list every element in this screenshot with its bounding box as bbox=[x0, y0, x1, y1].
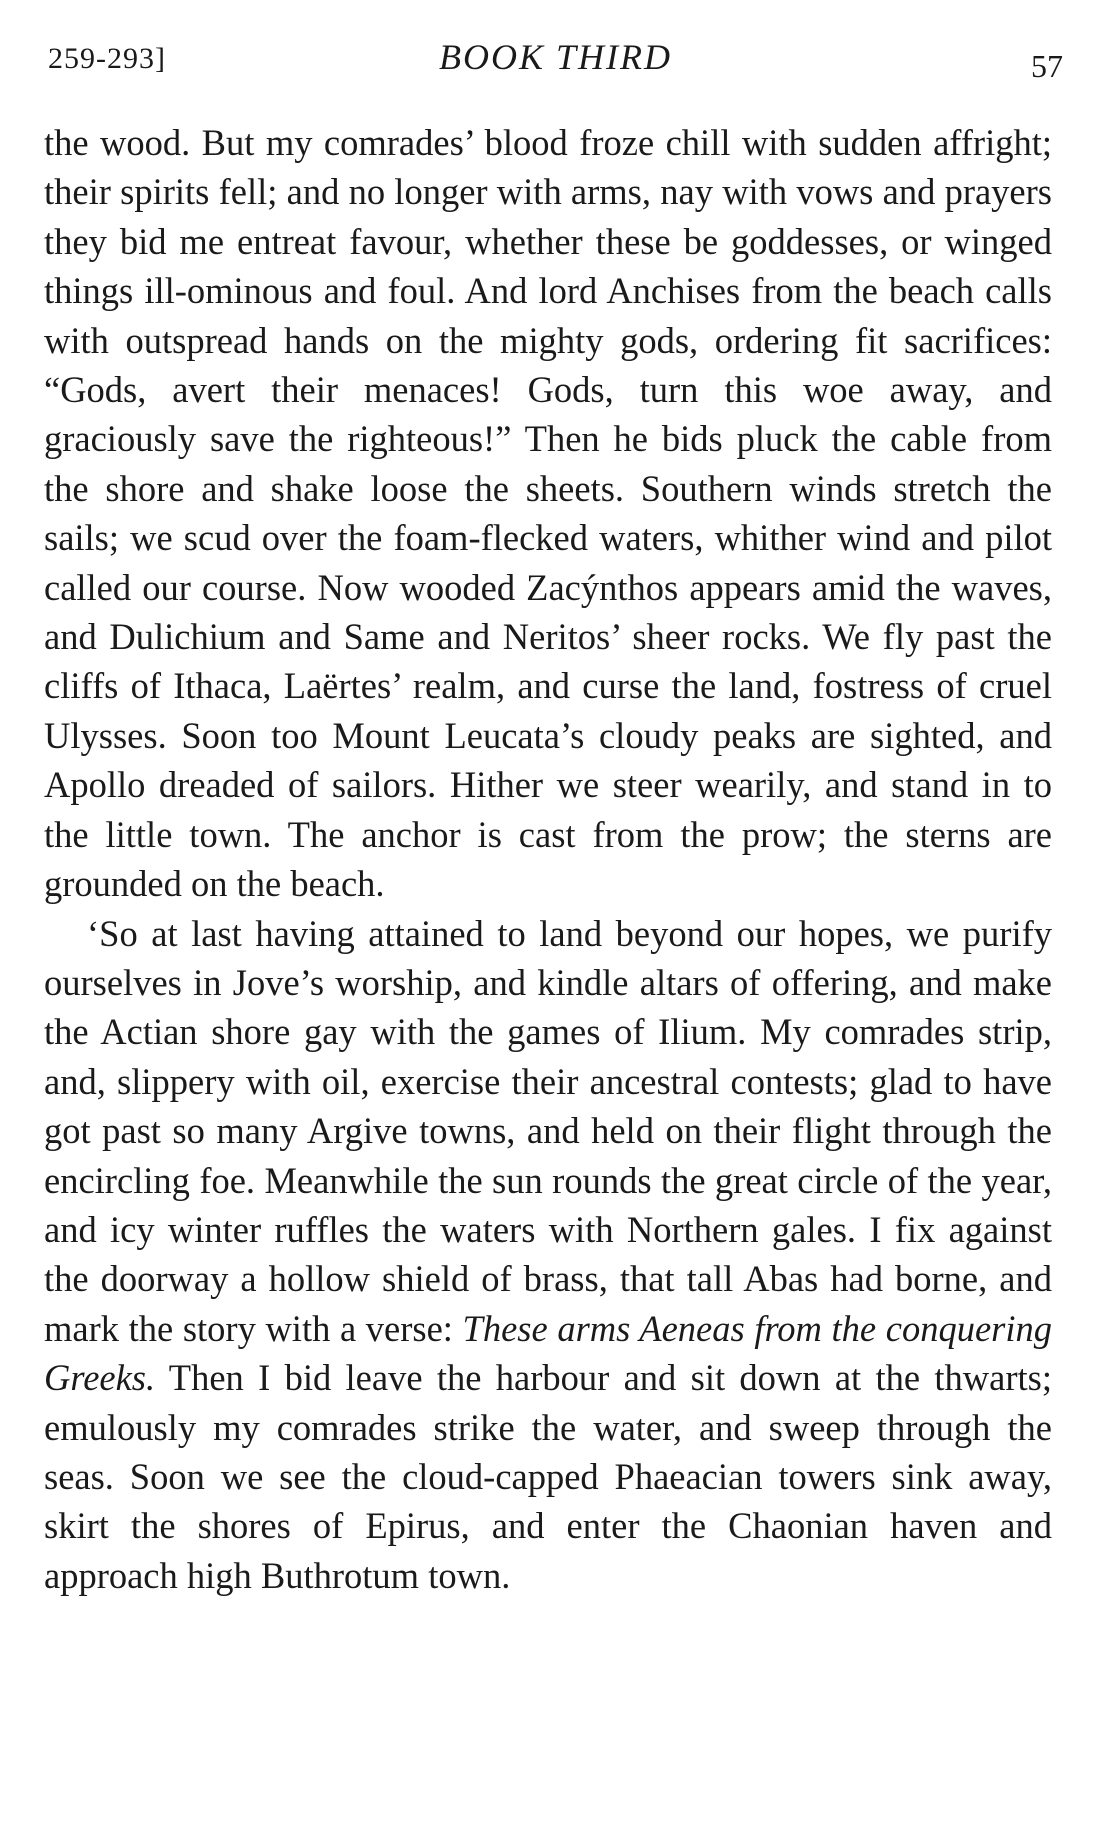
body-text bbox=[44, 118, 1052, 1600]
paragraph-2-text-after: Then I bid leave the harbour and sit down at the thwarts; emulously my comrades strike the water, and sweep through the seas. Soon we see the cloud-capped Phaeacian towers sink away, skirt the shores of Epirus, and enter the Chaonian haven and approach high Buthrotum town. bbox=[44, 1357, 1052, 1596]
shield-inscription: These arms Aeneas from the conquering Greeks. bbox=[44, 1307, 1052, 1399]
paragraph-2 bbox=[44, 909, 1052, 1601]
page-header bbox=[48, 30, 1063, 90]
page-number: 57 bbox=[1031, 48, 1063, 84]
paragraph-2-text-before: ‘So at last having attained to land beyond our hopes, we purify ourselves in Jove’s worship, and kindle altars of offering, and make the Actian shore gay with the games of Ilium. My comrades strip, and, slippery with oil, exercise their ancestral contests; glad to have got past so many Argive towns, and held on their flight through the encircling foe. Meanwhile the sun rounds the great circle of the year, and icy winter ruffles the waters with Northern gales. I fix against the doorway a hollow shield of brass, that tall Abas had borne, and mark the story with a verse: bbox=[44, 912, 1052, 1349]
paragraph-1: the wood. But my comrades’ blood froze chill with sudden affright; their spirits fell; and no longer with arms, nay with vows and prayers they bid me entreat favour, whether these be goddesses, or winged things ill-ominous and foul. And lord Anchises from the beach calls with outspread hands on the mighty gods, ordering fit sacrifices: “Gods, avert their menaces! Gods, turn this woe away, and graciously save the righteous!” Then he bids pluck the cable from the shore and shake loose the sheets. Southern winds stretch the sails; we scud over the foam-flecked waters, whither wind and pilot called our course. Now wooded Zacýnthos appears amid the waves, and Dulichium and Same and Neritos’ sheer rocks. We fly past the cliffs of Ithaca, Laërtes’ realm, and curse the land, fostress of cruel Ulysses. Soon too Mount Leucata’s cloudy peaks are sighted, and Apollo dreaded of sailors. Hither we steer wearily, and stand in to the little town. The anchor is cast from the prow; the sterns are grounded on the beach. bbox=[44, 122, 1052, 905]
running-title: BOOK THIRD bbox=[439, 37, 672, 77]
line-range: 259-293] bbox=[48, 42, 166, 75]
